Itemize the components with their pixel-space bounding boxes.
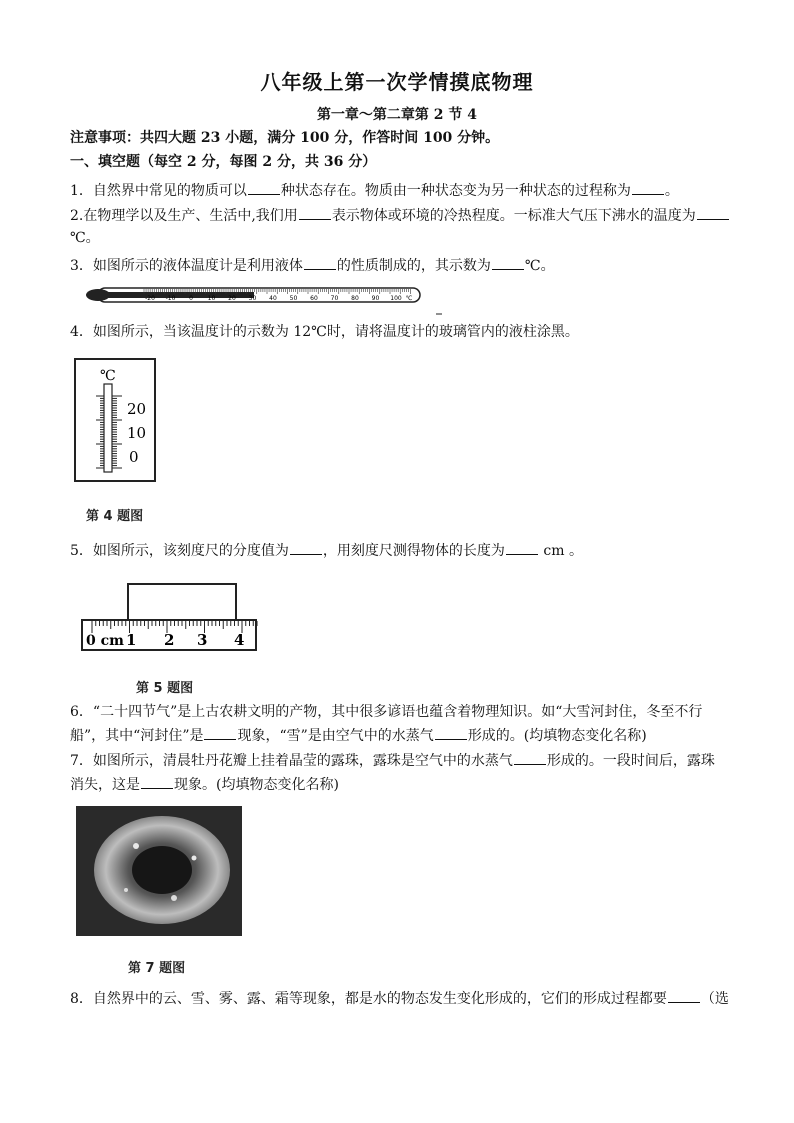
question-5	[70, 540, 730, 561]
ruler-figure	[80, 580, 260, 654]
q1-text-a: 1．自然界中常见的物质可以	[70, 183, 247, 199]
page-subtitle: 第一章～第二章第 2 节 4	[316, 107, 478, 123]
answer-blank[interactable]	[248, 180, 280, 195]
liquid-thermometer-figure	[84, 284, 444, 316]
question-7-line2	[70, 774, 730, 795]
thermometer-scale-label: 90	[371, 295, 380, 302]
question-6-line2	[70, 725, 730, 746]
dew-drop	[133, 843, 139, 849]
question-2	[70, 205, 730, 226]
q8-text-a: 8．自然界中的云、雪、雾、露、霜等现象，都是水的物态发生变化形成的，它们的形成过程都要	[70, 991, 667, 1007]
q1-text-b: 种状态存在。物质由一种状态变为另一种状态的过程称为	[280, 183, 631, 199]
ruler-label-3: 3	[197, 631, 208, 649]
thermometer-scale-label: 0	[189, 295, 193, 302]
answer-blank[interactable]	[506, 540, 538, 555]
thermometer-scale-label: 80	[351, 295, 359, 302]
q5-text-b: ，用刻度尺测得物体的长度为	[322, 543, 505, 559]
answer-blank[interactable]	[668, 988, 700, 1003]
peony-center	[132, 846, 192, 894]
celsius-unit-label: ℃	[100, 368, 116, 384]
answer-blank[interactable]	[204, 725, 236, 740]
q7-text-a: 7．如图所示，清晨牡丹花瓣上挂着晶莹的露珠，露珠是空气中的水蒸气	[70, 753, 513, 769]
q3-text-a: 3．如图所示的液体温度计是利用液体	[70, 258, 303, 274]
answer-blank[interactable]	[632, 180, 664, 195]
thermometer-scale-label: 100	[390, 295, 402, 302]
thermometer-scale-label: 60	[310, 295, 318, 302]
q2-text-b: 表示物体或环境的冷热程度。一标准大气压下沸水的温度为	[331, 208, 696, 224]
q5-text-c: cm 。	[538, 543, 583, 559]
question-4: 4．如图所示，当该温度计的示数为 12℃时，请将温度计的玻璃管内的液柱涂黑。	[70, 324, 579, 340]
q3-text-c: ℃。	[524, 258, 555, 274]
q7-text-b: 形成的。一段时间后，露珠	[546, 753, 715, 769]
question-3	[70, 255, 730, 276]
question-7-line1	[70, 750, 730, 771]
question-1	[70, 180, 730, 201]
thermometer-scale-label: 10	[207, 295, 216, 302]
q5-text-a: 5．如图所示，该刻度尺的分度值为	[70, 543, 289, 559]
answer-blank[interactable]	[299, 205, 331, 220]
thermometer-scale-label: -20	[145, 295, 155, 302]
page-title: 八年级上第一次学情摸底物理	[260, 70, 534, 94]
tick-label-20: 20	[127, 400, 147, 418]
q6-text-b: 现象，“雪”是由空气中的水蒸气	[237, 728, 434, 744]
answer-blank[interactable]	[492, 255, 524, 270]
dew-drop	[171, 895, 177, 901]
q7-text-d: 现象。(均填物态变化名称)	[174, 777, 339, 793]
thermometer-scale-label: 40	[269, 295, 277, 302]
dew-drop	[124, 888, 128, 892]
answer-blank[interactable]	[290, 540, 322, 555]
ruler-label-4: 4	[234, 631, 245, 649]
answer-blank[interactable]	[435, 725, 467, 740]
answer-blank[interactable]	[514, 750, 546, 765]
question-8	[70, 988, 730, 1009]
thermometer-scale-label: 20	[228, 295, 236, 302]
thermometer-scale-label: 70	[330, 295, 339, 302]
q6-text-a: 船”，其中“河封住”是	[70, 728, 204, 744]
q6-text-c: 形成的。(均填物态变化名称)	[467, 728, 647, 744]
tick-label-10: 10	[127, 424, 147, 442]
answer-blank[interactable]	[697, 205, 729, 220]
thermometer-scale-label: -10	[165, 295, 176, 302]
q3-text-b: 的性质制成的，其示数为	[336, 258, 491, 274]
q7-text-c: 消失，这是	[70, 777, 140, 793]
thermometer-scale-label: 30	[248, 295, 257, 302]
q7-caption: 第 7 题图	[128, 961, 186, 976]
ruler-label-2: 2	[164, 631, 175, 649]
measured-block	[128, 584, 236, 620]
q2-text-a: 2.在物理学以及生产、生活中,我们用	[70, 208, 298, 224]
tick-label-0: 0	[129, 448, 139, 466]
q4-caption: 第 4 题图	[86, 509, 144, 524]
dew-drop	[192, 856, 197, 861]
q1-text-c: 。	[664, 183, 679, 199]
thermometer-scale-label: ℃	[405, 295, 413, 302]
q4-thermometer-figure	[72, 356, 162, 486]
thermometer-glass-tube[interactable]	[104, 384, 112, 472]
section-heading: 一、填空题（每空 2 分，每图 2 分，共 36 分）	[70, 154, 377, 170]
notice-text: 注意事项：共四大题 23 小题，满分 100 分，作答时间 100 分钟。	[70, 130, 500, 146]
answer-blank[interactable]	[304, 255, 336, 270]
q5-caption: 第 5 题图	[136, 681, 194, 696]
ruler-label-1: 1	[126, 631, 137, 649]
question-6-line1: 6．“二十四节气”是上古农耕文明的产物，其中很多谚语也蕴含着物理知识。如“大雪河封住，冬至不行	[70, 704, 703, 720]
peony-dew-photo	[76, 806, 242, 936]
answer-blank[interactable]	[141, 774, 173, 789]
ruler-label-0: 0 cm	[86, 633, 124, 649]
thermometer-scale-label: 50	[289, 295, 298, 302]
question-2-cont: ℃。	[70, 230, 100, 246]
q8-text-b: （选	[700, 991, 729, 1007]
